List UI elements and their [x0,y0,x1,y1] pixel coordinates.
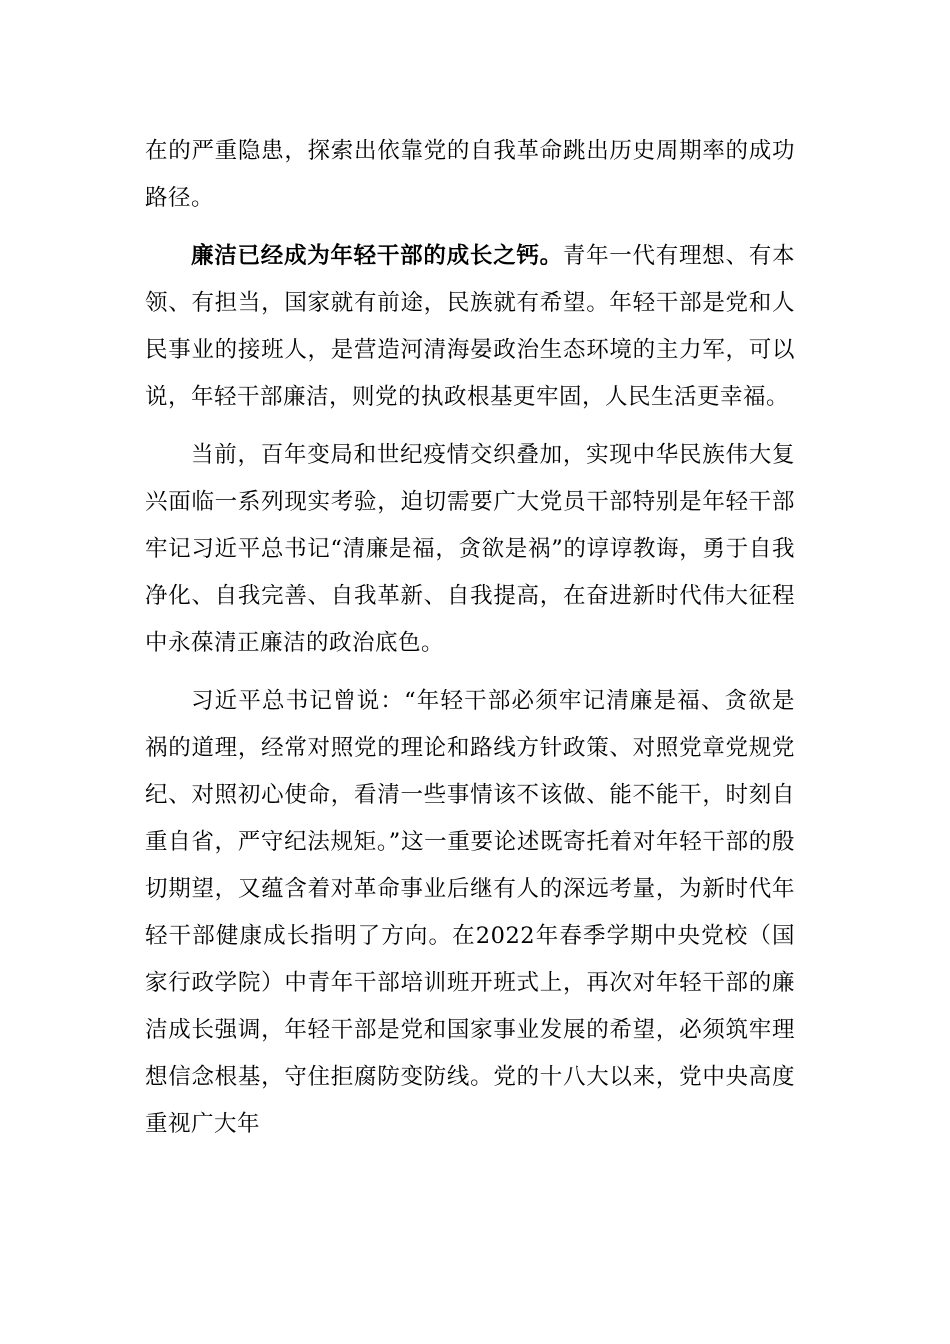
paragraph-integrity-calcium [145,233,795,421]
paragraph-continuation [145,128,795,222]
paragraph-lead-heading: 廉洁已经成为年轻干部的成长之钙。 [191,243,563,269]
paragraph-text: 习近平总书记曾说：“年轻干部必须牢记清廉是福、贪欲是祸的道理，经常对照党的理论和路线方针政策、对照党章党规党纪、对照初心使命，看清一些事情该不该做、能不能干，时刻自重自省，严守纪法规矩。”这一重要论述既寄托着对年轻干部的殷切期望，又蕴含着对革命事业后继有人的深远考量，为新时代年轻干部健康成长指明了方向。在2022年春季学期中央党校（国家行政学院）中青年干部培训班开班式上，再次对年轻干部的廉洁成长强调，年轻干部是党和国家事业发展的希望，必须筑牢理想信念根基，守住拒腐防变防线。党的十八大以来，党中央高度重视广大年 [145,688,795,1137]
paragraph-text: 在的严重隐患，探索出依靠党的自我革命跳出历史周期率的成功路径。 [145,138,795,211]
paragraph-text: 青年一代有理想、有本领、有担当，国家就有前途，民族就有希望。年轻干部是党和人民事业的接班人，是营造河清海晏政治生态环境的主力军，可以说，年轻干部廉洁，则党的执政根基更牢固，人民生活更幸福。 [145,243,795,410]
paragraph-quote [145,678,795,1148]
paragraph-text: 当前，百年变局和世纪疫情交织叠加，实现中华民族伟大复兴面临一系列现实考验，迫切需要广大党员干部特别是年轻干部牢记习近平总书记“清廉是福，贪欲是祸”的谆谆教诲，勇于自我净化、自我完善、自我革新、自我提高，在奋进新时代伟大征程中永葆清正廉洁的政治底色。 [145,442,795,656]
paragraph-current-situation [145,432,795,667]
document-body [145,128,795,1159]
